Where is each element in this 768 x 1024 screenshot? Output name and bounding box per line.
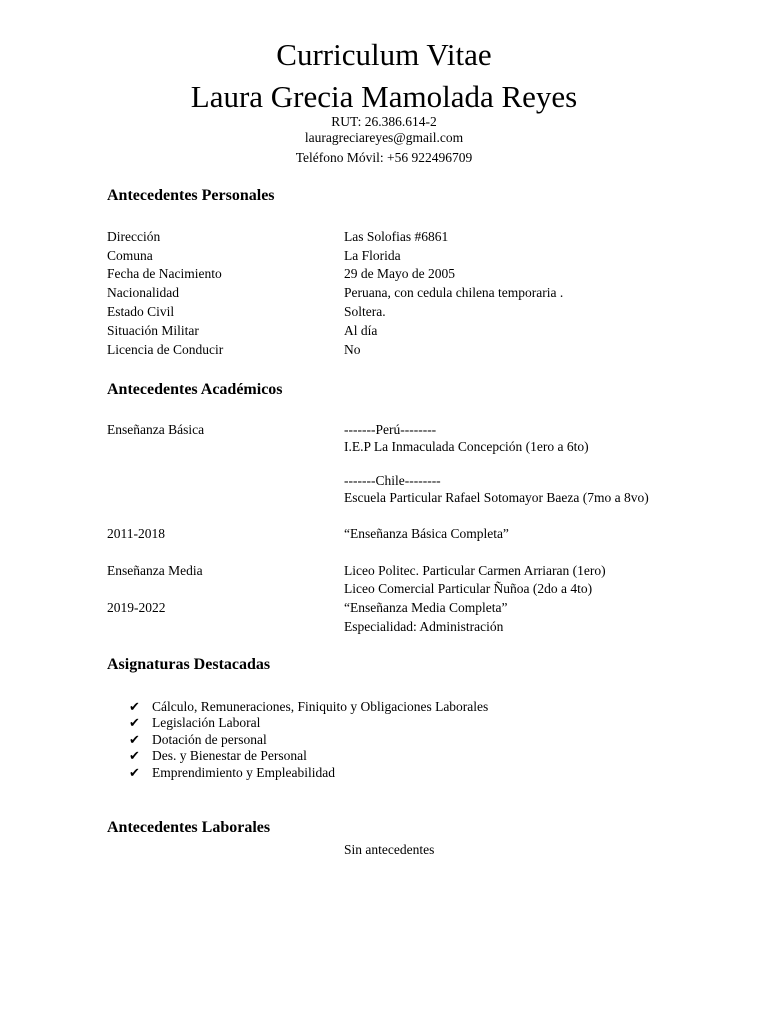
document-title: Curriculum Vitae: [276, 37, 492, 72]
peru-school: I.E.P La Inmaculada Concepción (1ero a 6to): [344, 439, 589, 454]
specialty: Especialidad: Administración: [344, 619, 504, 634]
candidate-name: Laura Grecia Mamolada Reyes: [190, 79, 578, 114]
phone-line: Teléfono Móvil: +56 922496709: [295, 150, 473, 165]
personal-label: Dirección: [107, 229, 161, 244]
personal-value: Las Solofias #6861: [344, 229, 449, 244]
basica-label: Enseñanza Básica: [107, 422, 205, 437]
email-line: lauragreciareyes@gmail.com: [304, 130, 464, 145]
check-icon: ✔: [129, 715, 140, 730]
subject-item: Emprendimiento y Empleabilidad: [152, 765, 335, 780]
section-heading-personal: Antecedentes Personales: [107, 187, 275, 204]
chile-school: Escuela Particular Rafael Sotomayor Baeza (7mo a 8vo): [344, 490, 649, 505]
basica-status: “Enseñanza Básica Completa”: [344, 526, 509, 541]
check-icon: ✔: [129, 699, 140, 714]
subject-item: Legislación Laboral: [152, 715, 261, 730]
personal-value: La Florida: [344, 248, 401, 263]
subject-item: Cálculo, Remuneraciones, Finiquito y Obligaciones Laborales: [152, 699, 489, 714]
personal-value: 29 de Mayo de 2005: [344, 266, 455, 281]
chile-header: -------Chile--------: [344, 473, 441, 488]
section-heading-academic: Antecedentes Académicos: [107, 381, 283, 398]
personal-label: Estado Civil: [107, 304, 175, 319]
peru-header: -------Perú--------: [344, 422, 437, 437]
check-icon: ✔: [129, 732, 140, 747]
personal-label: Fecha de Nacimiento: [107, 266, 222, 281]
work-value: Sin antecedentes: [344, 842, 435, 857]
subject-item: Des. y Bienestar de Personal: [152, 748, 307, 763]
basica-years: 2011-2018: [107, 526, 165, 541]
media-status: “Enseñanza Media Completa”: [344, 600, 508, 615]
rut-line: RUT: 26.386.614-2: [331, 114, 437, 129]
personal-value: Soltera.: [344, 304, 386, 319]
personal-value: Al día: [344, 323, 378, 338]
personal-label: Nacionalidad: [107, 285, 179, 300]
personal-label: Comuna: [107, 248, 153, 263]
personal-label: Licencia de Conducir: [107, 342, 224, 357]
check-icon: ✔: [129, 765, 140, 780]
section-heading-subjects: Asignaturas Destacadas: [107, 656, 271, 673]
personal-value: No: [344, 342, 361, 357]
personal-label: Situación Militar: [107, 323, 199, 338]
media-label: Enseñanza Media: [107, 563, 203, 578]
media-years: 2019-2022: [107, 600, 166, 615]
media-school-1: Liceo Politec. Particular Carmen Arriaran (1ero): [344, 563, 606, 578]
personal-value: Peruana, con cedula chilena temporaria .: [344, 285, 564, 300]
section-heading-work: Antecedentes Laborales: [107, 819, 271, 836]
subject-item: Dotación de personal: [152, 732, 267, 747]
media-school-2: Liceo Comercial Particular Ñuñoa (2do a 4to): [344, 581, 593, 596]
check-icon: ✔: [129, 748, 140, 763]
